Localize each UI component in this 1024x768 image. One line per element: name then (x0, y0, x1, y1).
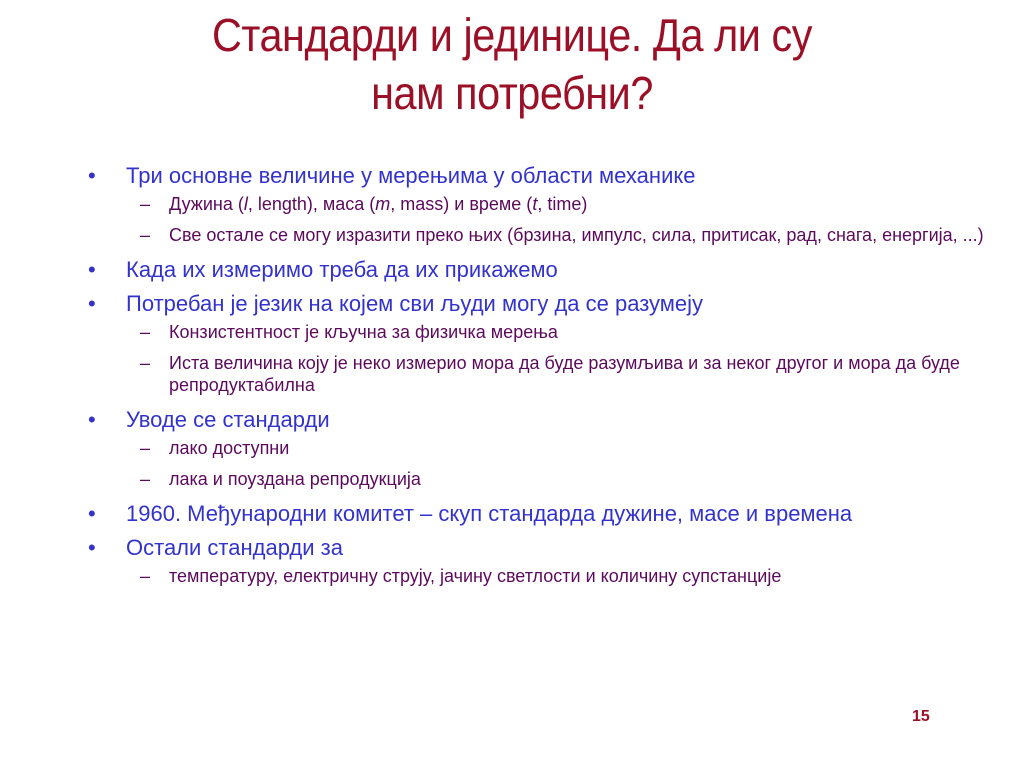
italic-symbol-m: m (375, 194, 391, 214)
bullet-item (88, 534, 988, 562)
dash-marker: – (140, 225, 151, 245)
text-segment: , length), маса ( (247, 194, 376, 214)
sub-bullet-item (88, 468, 988, 490)
sub-bullet-text: температуру, електричну струју, јачину светлости и количину супстанције (169, 566, 782, 586)
sub-bullet-item (88, 321, 988, 343)
sub-bullet-text: лако доступни (169, 438, 290, 458)
dash-marker: – (140, 469, 151, 489)
bullet-list (88, 162, 988, 596)
bullet-text: Потребан је језик на којем сви људи могу да се разумеју (126, 291, 704, 316)
bullet-item (88, 500, 988, 528)
bullet-marker: • (88, 501, 96, 526)
slide-title-line-1: Стандарди и јединице. Да ли су (211, 9, 813, 61)
bullet-marker: • (88, 163, 96, 188)
bullet-marker: • (88, 257, 96, 282)
sub-bullet-text: Конзистентност је кључна за физичка мерења (169, 322, 558, 342)
slide-title-line-2: нам потребни? (371, 67, 653, 119)
sub-bullet-item (88, 193, 988, 215)
bullet-marker: • (88, 535, 96, 560)
dash-marker: – (140, 438, 151, 458)
sub-bullet-item (88, 224, 988, 246)
bullet-marker: • (88, 407, 96, 432)
dash-marker: – (140, 566, 151, 586)
italic-symbol-l: l (243, 194, 248, 214)
sub-bullet-item (88, 352, 988, 396)
dash-marker: – (140, 322, 151, 342)
bullet-text: Када их измеримо треба да их прикажемо (126, 257, 558, 282)
dash-marker: – (140, 353, 151, 373)
bullet-marker: • (88, 291, 96, 316)
sub-bullet-item (88, 437, 988, 459)
text-segment: Дужина ( (169, 194, 244, 214)
bullet-text: Остали стандарди за (126, 535, 343, 560)
sub-bullet-text: Све остале се могу изразити преко њих (брзина, импулс, сила, притисак, рад, снага, енергија, ...) (169, 225, 984, 245)
italic-symbol-t: t (532, 194, 538, 214)
sub-bullet-text: лака и поуздана репродукција (169, 469, 421, 489)
sub-bullet-text (169, 193, 989, 215)
text-segment: , time) (537, 194, 588, 214)
bullet-text: Три основне величине у мерењима у области механике (126, 163, 696, 188)
page-number: 15 (912, 708, 930, 725)
bullet-text: Уводе се стандарди (126, 407, 330, 432)
text-segment: , mass) и време ( (390, 194, 533, 214)
dash-marker: – (140, 194, 151, 214)
bullet-item (88, 406, 988, 434)
sub-bullet-item (88, 565, 988, 587)
bullet-item (88, 256, 988, 284)
slide-title (105, 6, 919, 122)
bullet-item (88, 290, 988, 318)
bullet-item (88, 162, 988, 190)
sub-bullet-text: Иста величина коју је неко измерио мора да буде разумљива и за неког другог и мора да буде репродуктабилна (169, 353, 960, 395)
bullet-text: 1960. Међународни комитет – скуп стандарда дужине, масе и времена (126, 501, 853, 526)
